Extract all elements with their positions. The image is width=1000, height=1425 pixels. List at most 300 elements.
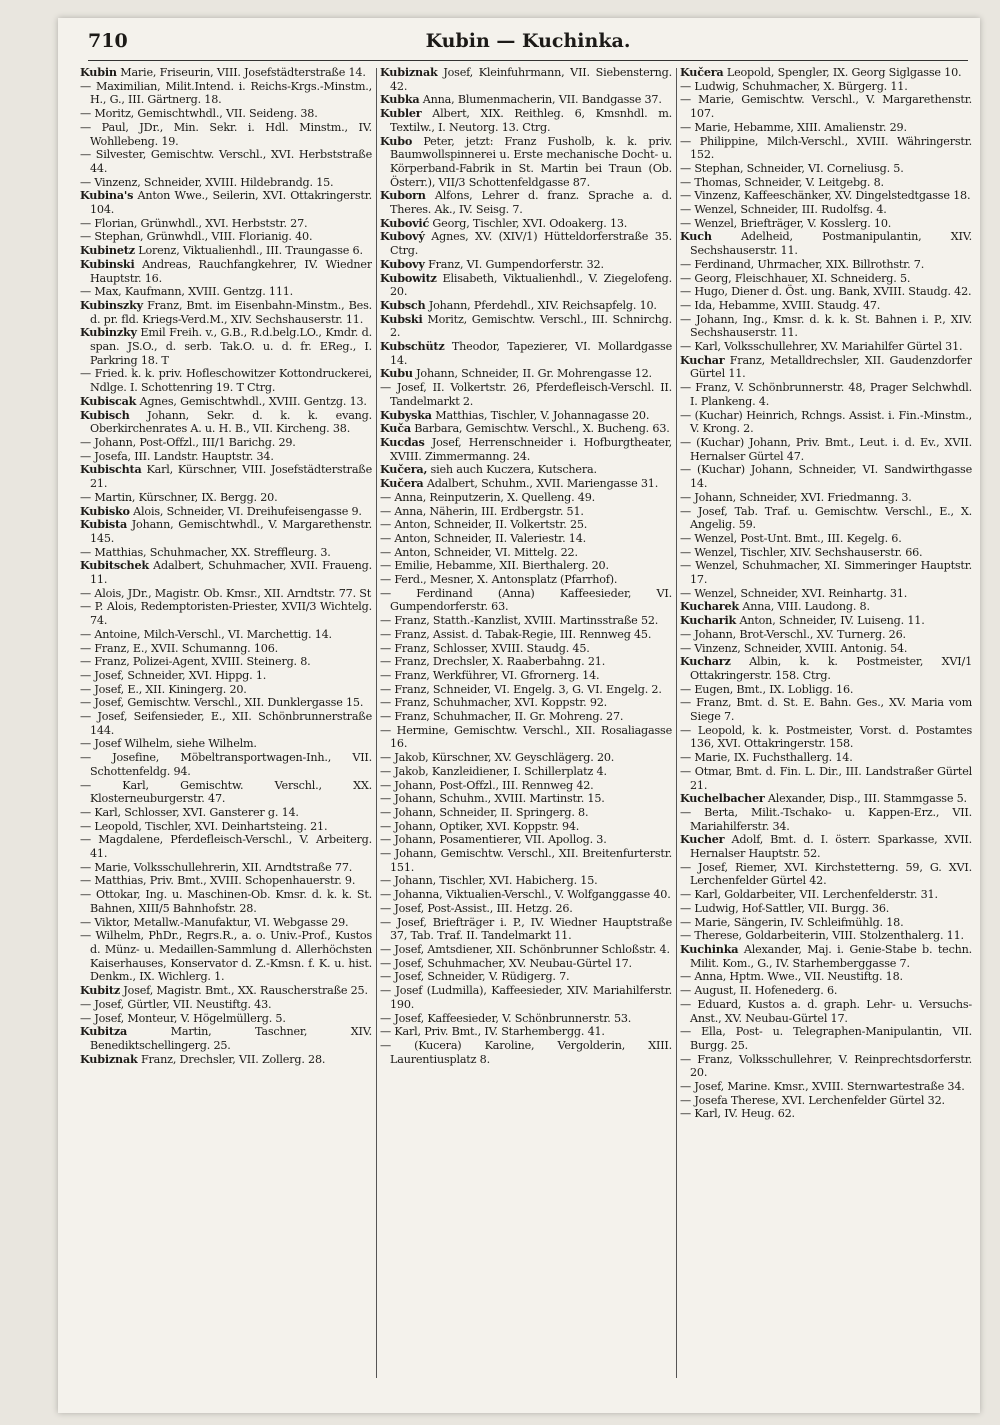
directory-entry (80, 491, 372, 505)
entry-surname: Kucharek (680, 599, 739, 614)
directory-entry (680, 93, 972, 120)
directory-entry-head (380, 107, 672, 134)
directory-entry (380, 642, 672, 656)
directory-entry (380, 1012, 672, 1026)
directory-entry (380, 724, 672, 751)
entry-text: — Karl, Schlosser, XVI. Gansterer g. 14. (80, 805, 299, 819)
directory-entry (680, 162, 972, 176)
directory-entry (680, 1053, 972, 1080)
entry-text: — Karl, Goldarbeiter, VII. Lerchenfelderstr. 31. (680, 888, 938, 902)
entry-text: — Matthias, Schuhmacher, XX. Streffleurg. 3. (80, 545, 331, 559)
entry-text: — Johann, Post-Offzl., III/1 Barichg. 29. (80, 435, 296, 449)
entry-text: — Jakob, Kanzleidiener, I. Schillerplatz 4. (380, 764, 607, 778)
directory-entry (380, 546, 672, 560)
entry-surname: Kučera, (380, 462, 428, 477)
directory-entry-head (380, 93, 672, 107)
entry-surname: Kucher (680, 832, 725, 847)
entry-text: Anna, Blumenmacherin, VII. Bandgasse 37. (422, 93, 662, 107)
directory-entry (80, 80, 372, 107)
directory-entry (680, 505, 972, 532)
entry-text: — Anton, Schneider, II. Valeriestr. 14. (380, 531, 587, 545)
directory-entry (80, 1012, 372, 1026)
entry-text: — Josef (Ludmilla), Kaffeesieder, XIV. Mariahilferstr. 190. (380, 984, 672, 1011)
directory-entry-head (380, 66, 672, 93)
directory-entry-head (80, 395, 372, 409)
directory-entry (380, 683, 672, 697)
directory-entry (380, 806, 672, 820)
directory-entry (80, 696, 372, 710)
page-number: 710 (88, 30, 128, 52)
entry-text: — Johann, Brot-Verschl., XV. Turnerg. 26. (680, 627, 906, 641)
directory-entry (80, 806, 372, 820)
directory-entry (80, 710, 372, 737)
entry-text: — Vinzenz, Kaffeeschänker, XV. Dingelstedtgasse 18. (680, 189, 971, 203)
directory-entry-head (80, 1053, 372, 1067)
entry-text: Anton Wwe., Seilerin, XVI. Ottakringerstr. 104. (90, 189, 372, 217)
directory-entry (380, 587, 672, 614)
entry-text: Josef, Magistr. Bmt., XX. Rauscherstraße 25. (123, 984, 368, 998)
directory-entry (680, 929, 972, 943)
entry-surname: Kubiznak (380, 66, 438, 79)
directory-entry (680, 861, 972, 888)
entry-surname: Kuborn (380, 188, 426, 203)
entry-text: — Paul, JDr., Min. Sekr. i. Hdl. Minstm., IV. Wohllebeng. 19. (80, 120, 372, 148)
entry-text: — Anton, Schneider, VI. Mittelg. 22. (380, 545, 578, 559)
directory-entry (80, 916, 372, 930)
entry-text: — Josef, Post-Assist., III. Hetzg. 26. (380, 901, 573, 915)
entry-text: — Johann, Ing., Kmsr. d. k. k. St. Bahnen i. P., XIV. Sechshauserstr. 11. (680, 312, 972, 340)
directory-entry (380, 669, 672, 683)
directory-entry (680, 532, 972, 546)
entry-text: Franz, Metalldrechsler, XII. Gaudenzdorfer Gürtel 11. (690, 353, 972, 381)
entry-text: Franz, VI. Gumpendorferstr. 32. (428, 257, 604, 271)
entry-text: Elisabeth, Viktualienhdl., V. Ziegelofeng. 20. (390, 271, 672, 299)
directory-entry (380, 984, 672, 1011)
directory-entry (380, 820, 672, 834)
entry-text: — Emilie, Hebamme, XII. Bierthalerg. 20. (380, 559, 609, 573)
directory-entry (680, 970, 972, 984)
entry-text: sieh auch Kuczera, Kutschera. (430, 463, 597, 477)
directory-entry (680, 751, 972, 765)
entry-text: Andreas, Rauchfangkehrer, IV. Wiedner Hauptstr. 16. (90, 257, 372, 285)
directory-entry-head (680, 833, 972, 860)
entry-text: — Josefa, III. Landstr. Hauptstr. 34. (80, 449, 274, 463)
directory-entry (680, 984, 972, 998)
entry-text: — Thomas, Schneider, V. Leitgebg. 8. (680, 175, 884, 189)
directory-entry-head (80, 463, 372, 490)
entry-text: Johann, Gemischtwhdl., V. Margarethenstr. 145. (90, 518, 372, 545)
directory-entry (80, 176, 372, 190)
entry-text: — Ferd., Mesner, X. Antonsplatz (Pfarrhof). (380, 573, 618, 587)
directory-entry (680, 80, 972, 94)
directory-entry (380, 710, 672, 724)
entry-text: — Eduard, Kustos a. d. graph. Lehr- u. Versuchs-Anst., XV. Neubau-Gürtel 17. (680, 997, 972, 1025)
directory-entry (680, 189, 972, 203)
entry-text: — Josef, Briefträger i. P., IV. Wiedner Hauptstraße 37, Tab. Traf. II. Tandelmarkt 11. (380, 915, 672, 943)
entry-text: Adelheid, Postmanipulantin, XIV. Sechshauserstr. 11. (690, 230, 972, 258)
directory-entry (380, 628, 672, 642)
directory-entry (680, 299, 972, 313)
directory-entry (380, 751, 672, 765)
entry-text: Leopold, Spengler, IX. Georg Siglgasse 10. (726, 66, 962, 79)
directory-entry (380, 614, 672, 628)
directory-entry (680, 902, 972, 916)
directory-entry (380, 765, 672, 779)
entry-text: — Karl, Priv. Bmt., IV. Starhembergg. 41. (380, 1025, 605, 1039)
entry-text: — Johann, Schuhm., XVIII. Martinstr. 15. (380, 792, 605, 806)
entry-text: — Johann, Posamentierer, VII. Apollog. 3. (380, 833, 607, 847)
directory-entry-head (680, 354, 972, 381)
entry-surname: Kubowitz (380, 270, 437, 285)
directory-entry-head (80, 518, 372, 545)
entry-text: — Hermine, Gemischtw. Verschl., XII. Rosaliagasse 16. (380, 723, 672, 751)
entry-surname: Kubski (380, 311, 423, 326)
entry-text: — Ludwig, Hof-Sattler, VII. Burgg. 36. (680, 901, 890, 915)
entry-text: — Karl, IV. Heug. 62. (680, 1107, 795, 1121)
directory-entry (380, 505, 672, 519)
entry-text: — Josef Wilhelm, siehe Wilhelm. (80, 737, 257, 751)
entry-surname: Kuča (380, 421, 411, 436)
directory-entry-head (80, 326, 372, 367)
entry-text: Alexander, Maj. i. Genie-Stabe b. techn. Milit. Kom., G., IV. Starhemberggasse 7. (690, 943, 972, 970)
directory-entry (380, 888, 672, 902)
directory-entry (680, 1080, 972, 1094)
entry-text: — Ottokar, Ing. u. Maschinen-Ob. Kmsr. d. k. k. St. Bahnen, XIII/5 Bahnhofstr. 28. (80, 888, 372, 915)
entry-text: — Silvester, Gemischtw. Verschl., XVI. Herbststraße 44. (80, 148, 372, 175)
entry-text: — Johann, Optiker, XVI. Koppstr. 94. (380, 819, 580, 833)
entry-text: — Josef, Schneider, XVI. Hippg. 1. (80, 668, 267, 682)
directory-entry (80, 600, 372, 627)
directory-entry (380, 792, 672, 806)
directory-entry (680, 546, 972, 560)
entry-text: Alexander, Disp., III. Stammgasse 5. (767, 792, 967, 806)
entry-surname: Kucharik (680, 613, 737, 628)
entry-text: Josef, Herrenschneider i. Hofburgtheater, XVIII. Zimmermanng. 24. (390, 435, 672, 463)
entry-surname: Kubiscak (80, 393, 137, 408)
entry-text: Agnes, XV. (XIV/1) Hütteldorferstraße 35. Ctrg. (390, 230, 672, 258)
entry-text: Alfons, Lehrer d. franz. Sprache a. d. Theres. Ak., IV. Seisg. 7. (390, 189, 672, 217)
entry-text: — Leopold, k. k. Postmeister, Vorst. d. Postamtes 136, XVI. Ottakringerstr. 158. (680, 723, 972, 751)
entry-text: — Stephan, Schneider, VI. Corneliusg. 5. (680, 161, 904, 175)
entry-text: — Wenzel, Schuhmacher, XI. Simmeringer Hauptstr. 17. (680, 559, 972, 587)
directory-entry (380, 532, 672, 546)
directory-entry-head (380, 313, 672, 340)
directory-entry-head (380, 299, 672, 313)
directory-entry (680, 642, 972, 656)
entry-text: — Josef, Marine. Kmsr., XVIII. Sternwartestraße 34. (680, 1080, 965, 1094)
directory-entry (680, 313, 972, 340)
directory-entry (680, 998, 972, 1025)
entry-text: — August, II. Hofenederg. 6. (680, 984, 838, 998)
directory-entry-head (380, 217, 672, 231)
directory-entry (680, 463, 972, 490)
directory-entry-head (80, 66, 372, 80)
directory-entry (380, 916, 672, 943)
directory-entry (380, 874, 672, 888)
entry-text: — Martin, Kürschner, IX. Bergg. 20. (80, 490, 278, 504)
directory-entry (680, 340, 972, 354)
directory-entry (380, 1025, 672, 1039)
entry-text: Adalbert, Schuhm., XVII. Mariengasse 31. (426, 477, 659, 491)
directory-entry (80, 833, 372, 860)
entry-text: — P. Alois, Redemptoristen-Priester, XVII/3 Wichtelg. 74. (80, 600, 372, 628)
entry-text: — Wenzel, Post-Unt. Bmt., III. Kegelg. 6. (680, 531, 902, 545)
entry-text: — Ludwig, Schuhmacher, X. Bürgerg. 11. (680, 79, 908, 93)
directory-entry (680, 203, 972, 217)
entry-text: — Josef, Gemischtw. Verschl., XII. Dunklergasse 15. (80, 696, 364, 710)
entry-text: — Ferdinand, Uhrmacher, XIX. Billrothstr. 7. (680, 257, 925, 271)
entry-text: — Antoine, Milch-Verschl., VI. Marchettig. 14. (80, 627, 332, 641)
directory-entry-head (380, 409, 672, 423)
directory-entry-head (80, 1025, 372, 1052)
entry-text: Peter, jetzt: Franz Fusholb, k. k. priv. Baumwollspinnerei u. Erste mechanische Docht- u. Körperband-Fabrik in St. Martin bei Traun (Ob. Österr.), VII/3 Schottenfeldgasse 87. (390, 134, 672, 189)
entry-text: — Marie, Sängerin, IV. Schleifmühlg. 18. (680, 915, 904, 929)
directory-entry (380, 491, 672, 505)
directory-entry-head (380, 272, 672, 299)
entry-text: Matthias, Tischler, V. Johannagasse 20. (435, 408, 650, 422)
entry-text: — Leopold, Tischler, XVI. Deinhartsteing. 21. (80, 819, 328, 833)
directory-entry (380, 696, 672, 710)
directory-entry-head (680, 600, 972, 614)
entry-text: Josef, Kleinfuhrmann, VII. Siebensterng. 42. (390, 66, 672, 93)
entry-surname: Kucdas (380, 434, 425, 449)
entry-text: Marie, Friseurin, VIII. Josefstädterstraße 14. (120, 66, 366, 79)
entry-text: — Eugen, Bmt., IX. Lobligg. 16. (680, 682, 854, 696)
entry-text: — Anna, Reinputzerin, X. Quelleng. 49. (380, 490, 595, 504)
entry-surname: Kubisko (80, 503, 130, 518)
column-2 (380, 66, 672, 1386)
entry-text: Karl, Kürschner, VIII. Josefstädterstraße 21. (90, 463, 372, 491)
directory-columns (80, 66, 975, 1386)
entry-text: Moritz, Gemischtw. Verschl., III. Schnirchg. 2. (390, 312, 672, 340)
entry-surname: Kubović (380, 215, 430, 230)
directory-entry (80, 121, 372, 148)
entry-surname: Kubovy (380, 256, 425, 271)
directory-entry-head (380, 367, 672, 381)
entry-surname: Kučera (680, 66, 724, 79)
entry-surname: Kubitza (80, 1024, 128, 1039)
entry-text: Albert, XIX. Reithleg. 6, Kmsnhdl. m. Textilw., I. Neutorg. 13. Ctrg. (390, 107, 672, 134)
entry-text: — Franz, Schlosser, XVIII. Staudg. 45. (380, 641, 590, 655)
directory-entry (680, 436, 972, 463)
directory-entry-head (680, 614, 972, 628)
directory-entry (680, 272, 972, 286)
entry-text: — Jakob, Kürschner, XV. Geyschlägerg. 20. (380, 751, 615, 765)
entry-text: Anton, Schneider, IV. Luiseng. 11. (739, 614, 925, 628)
entry-surname: Kucharz (680, 654, 731, 669)
directory-entry (380, 970, 672, 984)
entry-text: — Josef, Monteur, V. Högelmüllerg. 5. (80, 1011, 286, 1025)
directory-entry (680, 696, 972, 723)
entry-text: — Fried. k. k. priv. Hofleschowitzer Kottondruckerei, Ndlge. I. Schottenring 19. T Ctrg. (80, 367, 372, 395)
entry-text: — Josef, Riemer, XVI. Kirchstetterng. 59, G. XVI. Lerchenfelder Gürtel 42. (680, 860, 972, 888)
entry-text: — Josef, Schuhmacher, XV. Neubau-Gürtel 17. (380, 956, 632, 970)
entry-text: Albin, k. k. Postmeister, XVI/1 Ottakringerstr. 158. Ctrg. (690, 655, 972, 682)
entry-text: Johann, Sekr. d. k. k. evang. Oberkirchenrates A. u. H. B., VII. Kircheng. 38. (90, 408, 372, 436)
entry-surname: Kubina's (80, 188, 134, 203)
entry-surname: Kuchelbacher (680, 791, 765, 806)
directory-entry-head (80, 984, 372, 998)
directory-entry (380, 655, 672, 669)
directory-entry (80, 737, 372, 751)
entry-text: — Moritz, Gemischtwhdl., VII. Seideng. 38. (80, 107, 318, 121)
entry-text: — Hugo, Diener d. Öst. ung. Bank, XVIII. Staudg. 42. (680, 285, 972, 299)
directory-entry (80, 148, 372, 175)
entry-text: — Josef, Seifensieder, E., XII. Schönbrunnerstraße 144. (80, 710, 372, 737)
entry-surname: Kubitz (80, 983, 121, 998)
directory-entry (380, 957, 672, 971)
entry-text: — Wenzel, Briefträger, V. Kosslerg. 10. (680, 216, 892, 230)
directory-entry-head (80, 189, 372, 216)
directory-entry (380, 1039, 672, 1066)
directory-entry (680, 724, 972, 751)
entry-surname: Kubinszky (80, 297, 143, 312)
directory-entry (680, 916, 972, 930)
entry-text: Georg, Tischler, XVI. Odoakerg. 13. (432, 216, 628, 230)
directory-entry (380, 573, 672, 587)
entry-text: — Wilhelm, PhDr., Regrs.R., a. o. Univ.-Prof., Kustos d. Münz- u. Medaillen-Sammlung d. Allerhöchsten Kaiserhauses, Konservator d. Z.-Kmsn. f. K. u. hist. Denkm., IX. Wichlerg. 1. (80, 929, 372, 984)
entry-text: — (Kuchar) Heinrich, Rchngs. Assist. i. Fin.-Minstm., V. Krong. 2. (680, 408, 972, 436)
entry-surname: Kubu (380, 366, 413, 381)
directory-entry-head (380, 436, 672, 463)
directory-entry (380, 943, 672, 957)
entry-text: Lorenz, Viktualienhdl., III. Traungasse 6. (138, 244, 363, 258)
entry-text: Franz, Drechsler, VII. Zollerg. 28. (140, 1052, 326, 1066)
directory-entry (680, 683, 972, 697)
directory-entry-head (380, 340, 672, 367)
directory-entry-head (80, 299, 372, 326)
directory-entry (680, 559, 972, 586)
entry-surname: Kubschütz (380, 339, 445, 354)
directory-entry (80, 861, 372, 875)
entry-text: — Georg, Fleischhauer, XI. Schneiderg. 5. (680, 271, 911, 285)
entry-surname: Kubinzky (80, 325, 137, 340)
directory-entry (80, 779, 372, 806)
entry-text: — Franz, Volksschullehrer, V. Reinprechtsdorferstr. 20. (680, 1052, 972, 1080)
entry-text: — (Kuchar) Johann, Schneider, VI. Sandwirthgasse 14. (680, 463, 972, 491)
entry-text: — Viktor, Metallw.-Manufaktur, VI. Webgasse 29. (80, 915, 349, 929)
directory-entry (80, 285, 372, 299)
entry-text: — Berta, Milit.-Tschako- u. Kappen-Erz., VII. Mariahilferstr. 34. (680, 805, 972, 833)
entry-text: — Johanna, Viktualien-Verschl., V. Wolfganggasse 40. (380, 888, 671, 902)
entry-text: — Marie, IX. Fuchsthallerg. 14. (680, 751, 853, 765)
directory-entry (680, 381, 972, 408)
entry-surname: Kubinetz (80, 243, 135, 258)
directory-entry (680, 1025, 972, 1052)
directory-entry (80, 929, 372, 984)
entry-text: — Johann, Tischler, XVI. Habicherg. 15. (380, 874, 598, 888)
directory-entry-head (380, 135, 672, 190)
entry-text: — Otmar, Bmt. d. Fin. L. Dir., III. Landstraßer Gürtel 21. (680, 764, 972, 792)
directory-entry (80, 998, 372, 1012)
entry-surname: Kučera (380, 476, 424, 491)
entry-text: — Philippine, Milch-Verschl., XVIII. Währingerstr. 152. (680, 134, 972, 162)
page-header (88, 30, 968, 64)
directory-entry-head (680, 230, 972, 257)
directory-entry (680, 121, 972, 135)
entry-text: Barbara, Gemischtw. Verschl., X. Bucheng. 63. (414, 422, 670, 436)
entry-text: — Magdalene, Pferdefleisch-Verschl., V. Arbeiterg. 41. (80, 833, 372, 861)
directory-entry-head (80, 244, 372, 258)
directory-entry (380, 381, 672, 408)
directory-entry (680, 285, 972, 299)
entry-text: — Wenzel, Tischler, XIV. Sechshauserstr. 66. (680, 545, 923, 559)
entry-surname: Kubisch (80, 407, 130, 422)
entry-text: Theodor, Tapezierer, VI. Mollardgasse 14. (390, 340, 672, 367)
entry-text: Franz, Bmt. im Eisenbahn-Minstm., Bes. d. pr. fld. Kriegs-Verd.M., XIV. Sechshauserstr. 11. (90, 298, 372, 326)
entry-surname: Kuchar (680, 352, 725, 367)
directory-entry-head (380, 463, 672, 477)
entry-text: — Therese, Goldarbeiterin, VIII. Stolzenthalerg. 11. (680, 929, 964, 943)
entry-text: — Josefa Therese, XVI. Lerchenfelder Gürtel 32. (680, 1093, 945, 1107)
directory-entry (680, 176, 972, 190)
entry-surname: Kubin (80, 66, 117, 79)
column-1 (80, 66, 372, 1386)
entry-text: — Franz, Schneider, VI. Engelg. 3, G. VI. Engelg. 2. (380, 682, 662, 696)
entry-text: — Johann, Post-Offzl., III. Rennweg 42. (380, 778, 594, 792)
entry-text: — (Kuchar) Johann, Priv. Bmt., Leut. i. d. Ev., XVII. Hernalser Gürtel 47. (680, 435, 972, 463)
entry-text: — Franz, Schuhmacher, XVI. Koppstr. 92. (380, 696, 608, 710)
entry-text: — Wenzel, Schneider, XVI. Reinhartg. 31. (680, 586, 908, 600)
entry-text: — (Kucera) Karoline, Vergolderin, XIII. Laurentiusplatz 8. (380, 1038, 672, 1066)
directory-entry (680, 587, 972, 601)
directory-entry (80, 642, 372, 656)
directory-entry (380, 902, 672, 916)
directory-entry-head (680, 655, 972, 682)
entry-text: Adolf, Bmt. d. I. österr. Sparkasse, XVII. Hernalser Hauptstr. 52. (690, 833, 972, 861)
directory-entry (80, 450, 372, 464)
entry-text: Adalbert, Schuhmacher, XVII. Fraueng. 11. (90, 559, 372, 587)
entry-text: — Ida, Hebamme, XVIII. Staudg. 47. (680, 298, 881, 312)
column-3 (680, 66, 972, 1386)
directory-entry-head (80, 505, 372, 519)
directory-entry-head (80, 409, 372, 436)
entry-text: — Franz, Polizei-Agent, XVIII. Steinerg. 8. (80, 655, 311, 669)
directory-entry (80, 751, 372, 778)
entry-surname: Kubový (380, 229, 425, 244)
directory-entry (680, 258, 972, 272)
entry-text: Emil Freih. v., G.B., R.d.belg.LO., Kmdr. d. span. JS.O., d. serb. Tak.O. u. d. fr. EReg., I. Parkring 18. T (90, 326, 372, 367)
entry-text: — Josef, Kaffeesieder, V. Schönbrunnerstr. 53. (380, 1011, 632, 1025)
entry-text: — Franz, E., XVII. Schumanng. 106. (80, 641, 278, 655)
entry-text: — Josef, Amtsdiener, XII. Schönbrunner Schloßstr. 4. (380, 943, 670, 956)
directory-entry-head (380, 230, 672, 257)
entry-text: — Johann, Schneider, II. Springerg. 8. (380, 805, 589, 819)
entry-text: — Anna, Hptm. Wwe., VII. Neustiftg. 18. (680, 970, 903, 984)
entry-text: — Wenzel, Schneider, III. Rudolfsg. 4. (680, 203, 887, 217)
entry-text: — Matthias, Priv. Bmt., XVIII. Schopenhauerstr. 9. (80, 874, 356, 888)
directory-entry (80, 874, 372, 888)
directory-entry (80, 655, 372, 669)
entry-text: Johann, Schneider, II. Gr. Mohrengasse 12. (416, 367, 652, 381)
directory-entry (680, 806, 972, 833)
entry-text: — Franz, Schuhmacher, II. Gr. Mohreng. 27. (380, 710, 624, 724)
entry-text: — Marie, Volksschullehrerin, XII. Arndtstraße 77. (80, 860, 353, 874)
entry-text: — Alois, JDr., Magistr. Ob. Kmsr., XII. Arndtstr. 77. St (80, 586, 372, 600)
directory-entry (80, 436, 372, 450)
directory-entry (380, 518, 672, 532)
entry-text: Johann, Pferdehdl., XIV. Reichsapfelg. 10. (428, 298, 657, 312)
directory-entry (80, 683, 372, 697)
entry-text: — Johann, Gemischtw. Verschl., XII. Breitenfurterstr. 151. (380, 847, 672, 874)
directory-entry (80, 107, 372, 121)
running-head: Kubin — Kuchinka. (425, 30, 631, 52)
directory-entry-head (680, 66, 972, 80)
directory-entry (80, 888, 372, 915)
entry-text: — Josef, II. Volkertstr. 26, Pferdefleisch-Verschl. II. Tandelmarkt 2. (380, 381, 672, 408)
entry-surname: Kubsch (380, 297, 426, 312)
entry-text: — Vinzenz, Schneider, XVIII. Hildebrandg. 15. (80, 175, 334, 189)
